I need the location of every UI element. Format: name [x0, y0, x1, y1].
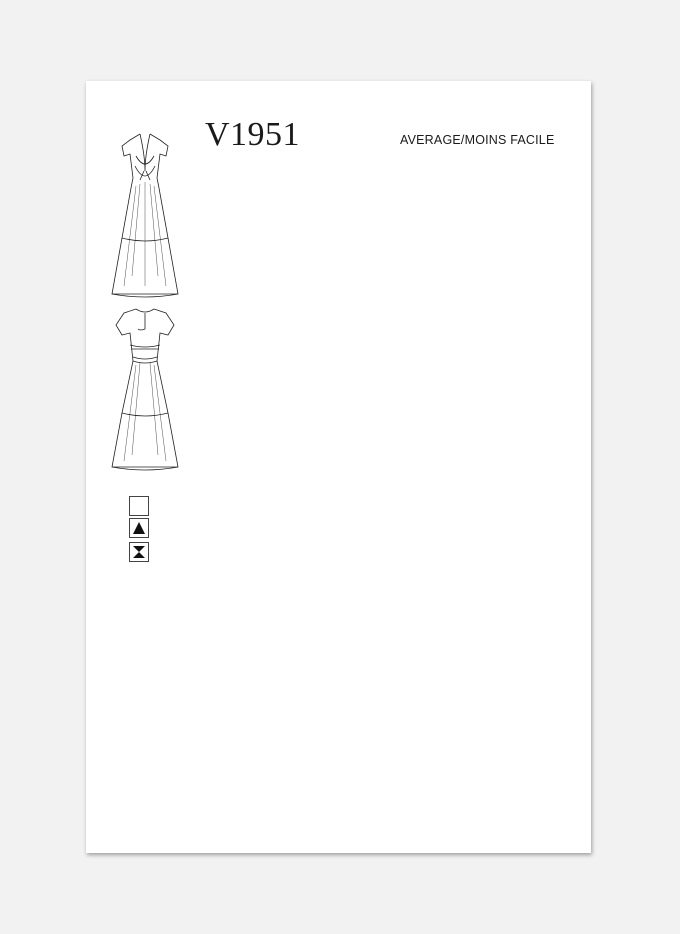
with-nap-box	[129, 518, 149, 538]
pattern-number: V1951	[205, 116, 301, 153]
dress-back-illustration	[100, 305, 190, 475]
triangle-up-icon	[130, 519, 148, 537]
legend-empty-box	[129, 496, 149, 516]
difficulty-label: AVERAGE/MOINS FACILE	[400, 133, 555, 147]
without-nap-box	[129, 542, 149, 562]
hourglass-icon	[130, 543, 148, 561]
dress-front-illustration	[100, 126, 190, 306]
